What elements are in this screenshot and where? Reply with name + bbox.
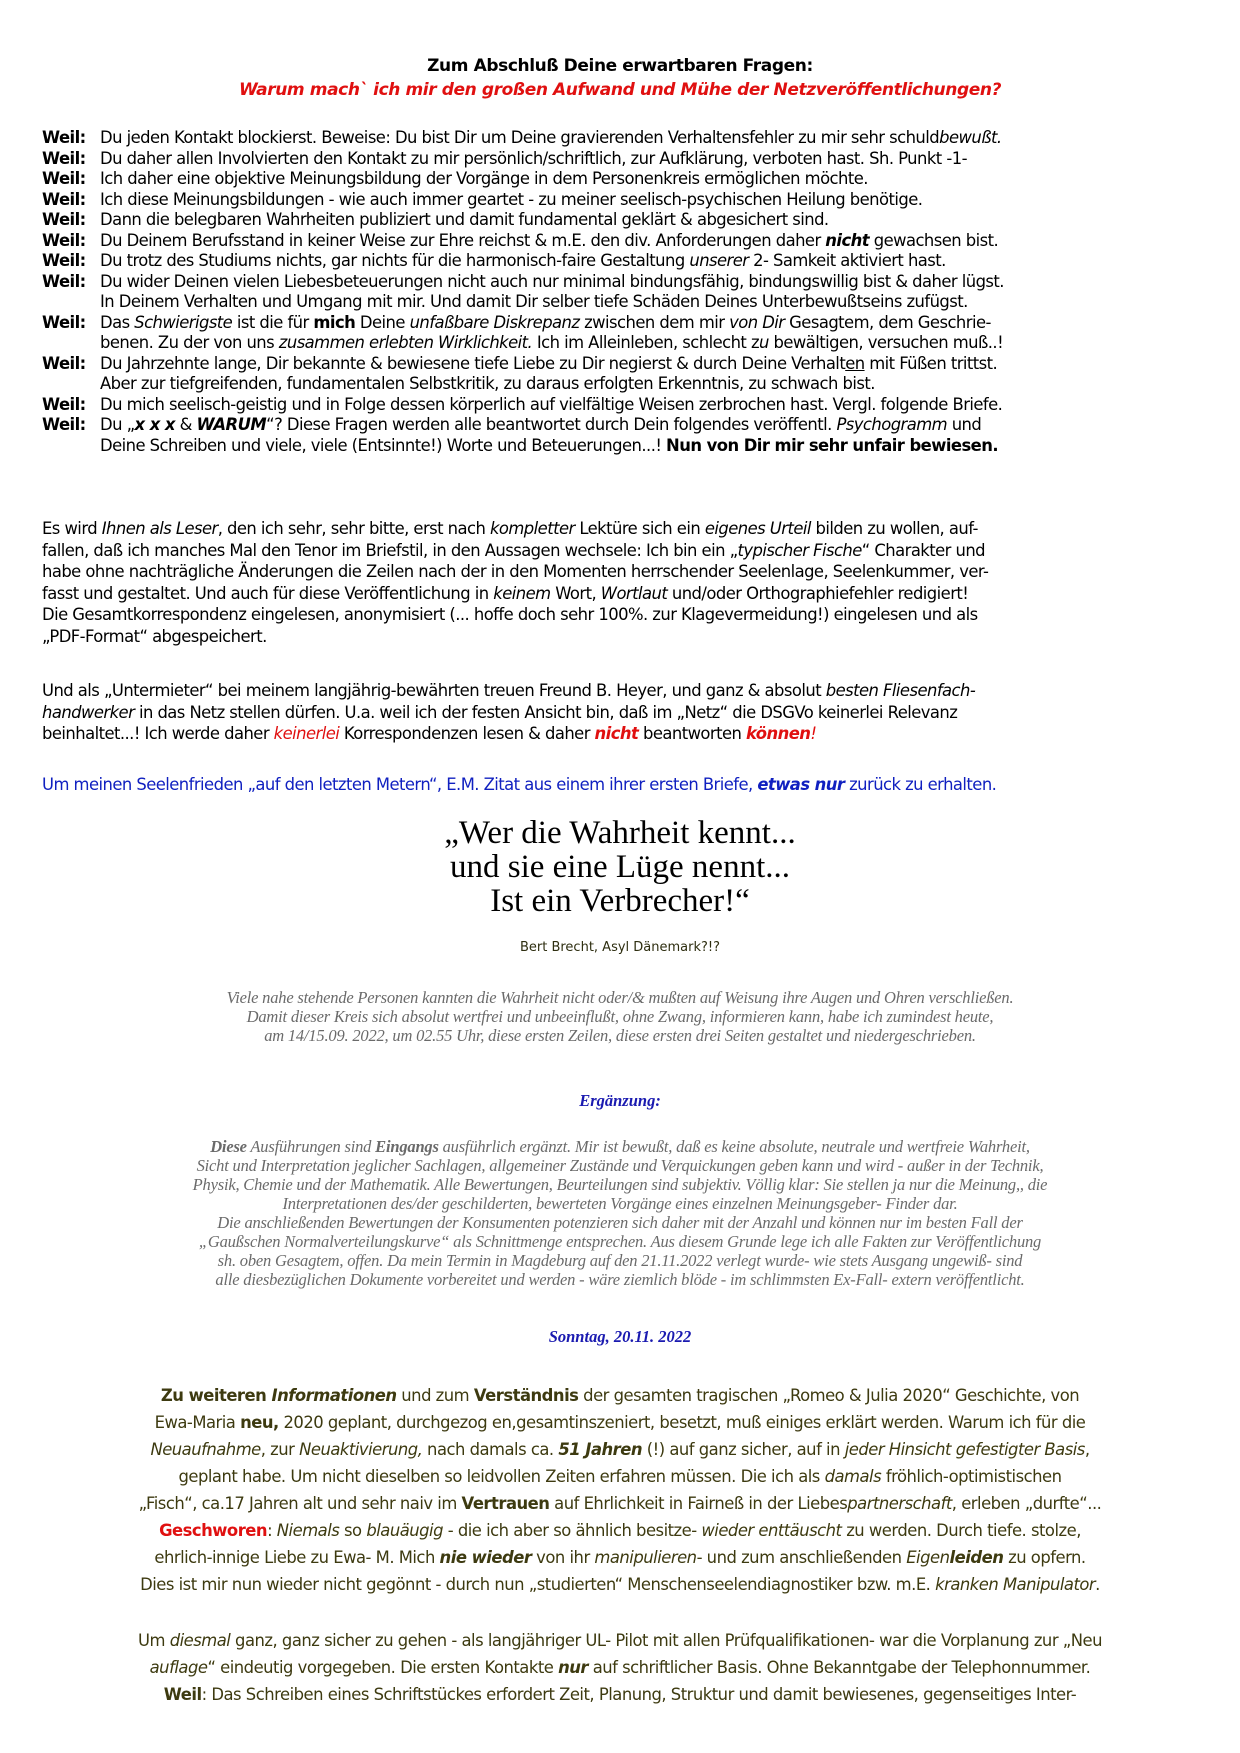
weil-label: Weil: xyxy=(42,169,86,188)
weil-continuation: Deine Schreiben und viele, viele (Entsinnte!) Worte und Beteuerungen...! Nun von Dir mir sehr unfair bewiesen. xyxy=(100,435,999,455)
quote-source: Bert Brecht, Asyl Dänemark?!? xyxy=(519,940,721,955)
weil-item: Weil: Dann die belegbaren Wahrheiten publiziert und damit fundamental geklärt & abgesichert sind. xyxy=(42,210,829,229)
weil-item: Weil: Ich diese Meinungsbildungen - wie auch immer geartet - zu meiner seelisch-psychischen Heilung benötige. xyxy=(42,189,923,209)
weil-item: Weil: Du daher allen Involvierten den Kontakt zu mir persönlich/schriftlich, zur Aufklärung, verboten hast. Sh. Punkt -1- xyxy=(42,148,967,168)
erganzung-text: Diese Ausführungen sind Eingangs ausführlich ergänzt. Mir ist bewußt, daß es keine absolute, neutrale und wertfreie Wahrheit, Sicht und Interpretation jeglicher Sachlagen, allgemeiner Zustände und Verquickungen geben kann und wird - außer in der Technik, Physik, Chemie und der Mathematik. Alle Bewertungen, Beurteilungen sind subjektiv. Völlig klar: Sie stellen ja nur die Meinung,, die Interpretationen des/der geschilderten, bewerteten Vorgänge eines einzelnen Meinungsgeber- Finder dar. Die anschließenden Bewertungen der Konsumenten potenzieren sich daher mit der Anzahl und können nur im besten Fall der „Gaußschen Normalverteilungskurve“ als Schnittmenge entsprechen. Aus diesem Grunde lege ich alle Fakten zur Veröffentlichung sh. oben Gesagtem, offen. Da mein Termin in Magdeburg auf den 21.11.2022 verlegt wurde- wie stets Ausgang ungewiß- sind alle diesbezüglichen Dokumente vorbereitet und werden - wäre ziemlich blöde - im schlimmsten Ex-Fall- extern veröffentlicht. xyxy=(192,1137,1048,1289)
weil-item: Weil: Ich daher eine objektive Meinungsbildung der Vorgänge in dem Personenkreis ermöglichen möchte. xyxy=(42,169,868,188)
date-heading: Sonntag, 20.11. 2022 xyxy=(548,1327,692,1346)
page-subtitle: Warum mach` ich mir den großen Aufwand und Mühe der Netzveröffentlichungen? xyxy=(238,80,1002,100)
brecht-quote: „Wer die Wahrheit kennt... und sie eine Lüge nennt... Ist ein Verbrecher!“ xyxy=(444,815,796,919)
weil-label: Weil: xyxy=(42,271,86,291)
reader-note-paragraph: Es wird Ihnen als Leser, den ich sehr, sehr bitte, erst nach kompletter Lektüre sich ein eigenes Urteil bilden zu wollen, auf- fallen, daß ich manches Mal den Tenor im Briefstil, in den Aussagen wechsele: Ich bin ein „typischer Fische“ Charakter und habe ohne nachträgliche Änderungen die Zeilen nach der in den Momenten herrschender Seelenlage, Seelenkummer, ver- fasst und gestaltet. Und auch für diese Veröffentlichung in keinem Wort, Wortlaut und/oder Orthographiefehler redigiert! Die Gesamtkorrespondenz eingelesen, anonymisiert (... hoffe doch sehr 100%. zur Klagevermeidung!) eingelesen und als „PDF-Format“ abgespeichert. xyxy=(42,519,989,646)
weil-label: Weil: xyxy=(42,128,86,147)
weil-item: Weil: Du mich seelisch-geistig und in Folge dessen körperlich auf vielfältige Weisen zerbrochen hast. Vergl. folgende Briefe. xyxy=(42,394,1003,414)
weil-label: Weil: xyxy=(42,312,86,332)
erganzung-heading: Ergänzung: xyxy=(579,1091,661,1110)
weil-item: Weil: Du Deinem Berufsstand in keiner Weise zur Ehre reichst & m.E. den div. Anforderungen daher nicht gewachsen bist. xyxy=(42,230,999,250)
weil-item: Weil: Du jeden Kontakt blockierst. Beweise: Du bist Dir um Deine gravierenden Verhaltensfehler zu mir sehr schuldbewußt. xyxy=(42,128,1002,147)
weil-label: Weil: xyxy=(42,415,86,434)
weil-label: Weil: xyxy=(42,394,86,414)
gray-note: Viele nahe stehende Personen kannten die Wahrheit nicht oder/& mußten auf Weisung ihre Augen und Ohren verschließen. Damit dieser Kreis sich absolut wertfrei und unbeeinflußt, ohne Zwang, informieren kann, habe ich zumindest heute, am 14/15.09. 2022, um 02.55 Uhr, diese ersten Zeilen, diese ersten drei Seiten gestaltet und niedergeschrieben. xyxy=(226,988,1014,1045)
info-paragraph: Zu weiteren Informationen und zum Verständnis der gesamten tragischen „Romeo & Julia 2020“ Geschichte, von Ewa-Maria neu, 2020 geplant, durchgezog en,gesamtinszeniert, besetzt, muß einiges erklärt werden. Warum ich für die Neuaufnahme, zur Neuaktivierung, nach damals ca. 51 Jahren (!) auf ganz sicher, auf in jeder Hinsicht gefestigter Basis, geplant habe. Um nicht dieselben so leidvollen Zeiten erfahren müssen. Die ich als damals fröhlich-optimistischen „Fisch“, ca.17 Jahren alt und sehr naiv im Vertrauen auf Ehrlichkeit in Fairneß in der Liebespartnerschaft, erleben „durfte“... Geschworen: Niemals so blauäugig - die ich aber so ähnlich besitze- wieder enttäuscht zu werden. Durch tiefe. stolze, ehrlich-innige Liebe zu Ewa- M. Mich nie wieder von ihr manipulieren- und zum anschließenden Eigenleiden zu opfern. Dies ist mir nun wieder nicht gegönnt - durch nun „studierten“ Menschenseelendiagnostiker bzw. m.E. kranken Manipulator. xyxy=(138,1386,1102,1594)
weil-item: Weil: Du „x x x & WARUM“? Diese Fragen werden alle beantwortet durch Dein folgendes veröffentl. Psychogramm und xyxy=(42,415,982,434)
weil-continuation: benen. Zu der von uns zusammen erlebten Wirklichkeit. Ich im Alleinleben, schlecht zu bewältigen, versuchen muß..! xyxy=(100,333,1004,352)
weil-item: Weil: Du wider Deinen vielen Liebesbeteuerungen nicht auch nur minimal bindungsfähig, bindungswillig bist & daher lügst. xyxy=(42,271,1004,291)
weil-continuation: In Deinem Verhalten und Umgang mit mir. Und damit Dir selber tiefe Schäden Deines Unterbewußtseins zufügst. xyxy=(100,292,968,311)
subtenant-paragraph: Und als „Untermieter“ bei meinem langjährig-bewährten treuen Freund B. Heyer, und ganz & absolut besten Fliesenfach- handwerker in das Netz stellen dürfen. U.a. weil ich der festen Ansicht bin, daß im „Netz“ die DSGVo keinerlei Relevanz beinhaltet...! Ich werde daher keinerlei Korrespondenzen lesen & daher nicht beantworten können! xyxy=(42,681,976,743)
weil-item: Weil: Das Schwierigste ist die für mich Deine unfaßbare Diskrepanz zwischen dem mir von Dir Gesagtem, dem Geschrie- xyxy=(42,312,991,332)
weil-list xyxy=(42,128,1207,456)
weil-label: Weil: xyxy=(42,210,86,229)
weil-label: Weil: xyxy=(42,230,86,250)
peace-of-mind-line: Um meinen Seelenfrieden „auf den letzten Metern“, E.M. Zitat aus einem ihrer ersten Briefe, etwas nur zurück zu erhalten. xyxy=(42,775,997,794)
weil-label: Weil: xyxy=(42,189,86,209)
weil-continuation: Aber zur tiefgreifenden, fundamentalen Selbstkritik, zu daraus erfolgten Erkenntnis, zu schwach bist. xyxy=(100,374,875,393)
weil-label: Weil: xyxy=(42,353,86,373)
weil-item: Weil: Du Jahrzehnte lange, Dir bekannte & bewiesene tiefe Liebe zu Dir negierst & durch Deine Verhalten mit Füßen trittst. xyxy=(42,353,998,373)
page-title: Zum Abschluß Deine erwartbaren Fragen: xyxy=(427,56,813,76)
weil-item: Weil: Du trotz des Studiums nichts, gar nichts für die harmonisch-faire Gestaltung unserer 2- Samkeit aktiviert hast. xyxy=(42,251,946,270)
weil-label: Weil: xyxy=(42,148,86,168)
preplanning-paragraph: Um diesmal ganz, ganz sicher zu gehen - als langjähriger UL- Pilot mit allen Prüfqualifikationen- war die Vorplanung zur „Neu auflage“ eindeutig vorgegeben. Die ersten Kontakte nur auf schriftlicher Basis. Ohne Bekanntgabe der Telephonnummer. Weil: Das Schreiben eines Schriftstückes erfordert Zeit, Planung, Struktur und damit bewiesenes, gegenseitiges Inter- xyxy=(138,1631,1102,1704)
weil-label: Weil: xyxy=(42,251,86,270)
